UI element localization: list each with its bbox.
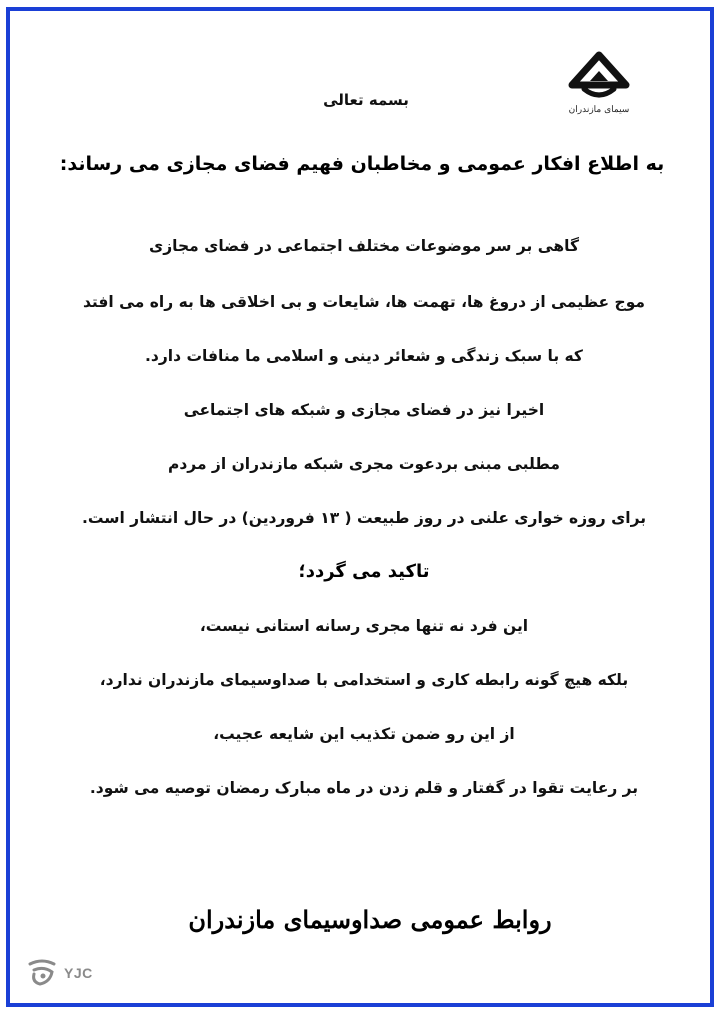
- paragraph-line: مطلبی مبنی بردعوت مجری شبکه مازندران از مردم: [167, 455, 560, 473]
- paragraph-line: برای روزه خواری علنی در روز طبیعت ( ۱۳ فروردین) در حال انتشار است.: [81, 509, 647, 527]
- broadcast-logo-icon: [564, 49, 634, 105]
- paragraph-line: موج عظیمی از دروغ ها، تهمت ها، شایعات و بی اخلاقی ها به راه می افتد: [82, 293, 646, 311]
- paragraph-line: گاهی بر سر موضوعات مختلف اجتماعی در فضای مجازی: [149, 237, 579, 255]
- notice-frame: [6, 7, 714, 1007]
- paragraph-line: اخیرا نیز در فضای مجازی و شبکه های اجتماعی: [183, 401, 545, 419]
- emphasis-heading: تاکید می گردد؛: [298, 561, 430, 582]
- emphasis-line: از این رو ضمن تکذیب این شایعه عجیب،: [213, 725, 515, 743]
- logo: [564, 49, 634, 127]
- paragraph-line: که با سبک زندگی و شعائر دینی و اسلامی ما منافات دارد.: [145, 347, 583, 365]
- emphasis-line: این فرد نه تنها مجری رسانه استانی نیست،: [199, 617, 529, 635]
- emphasis-line: بر رعایت تقوا در گفتار و قلم زدن در ماه مبارک رمضان توصیه می شود.: [89, 779, 639, 797]
- signature: روابط عمومی صداوسیمای مازندران: [188, 905, 552, 934]
- bismillah: بسمه تعالی: [323, 91, 409, 109]
- notice-headline: به اطلاع افکار عمومی و مخاطبان فهیم فضای مجازی می رساند:: [59, 153, 665, 175]
- logo-caption: سیمای مازندران: [568, 105, 630, 115]
- emphasis-line: بلکه هیچ گونه رابطه کاری و استخدامی با صداوسیمای مازندران ندارد،: [99, 671, 629, 689]
- watermark-text: YJC: [64, 965, 93, 981]
- yjc-logo-icon: [24, 956, 60, 990]
- watermark: [24, 956, 110, 990]
